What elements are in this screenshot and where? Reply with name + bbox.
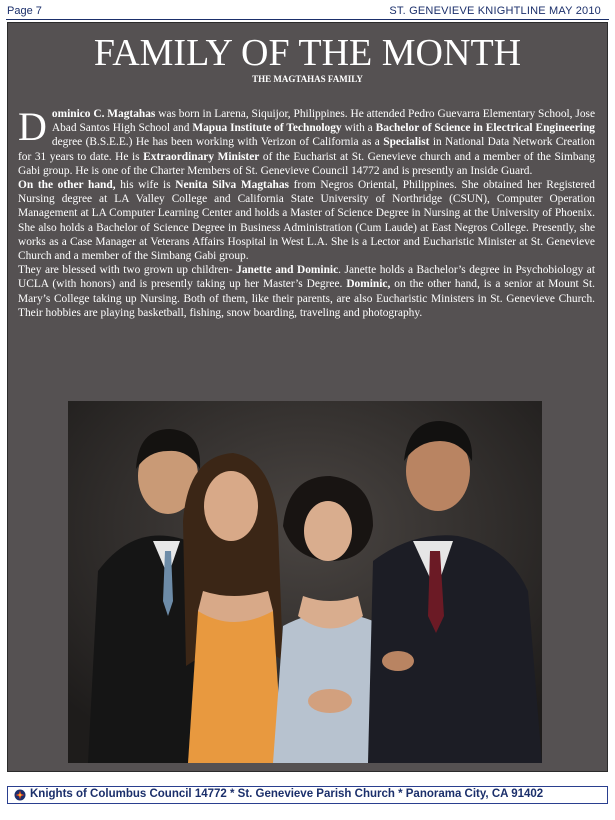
family-photo-illustration: [68, 401, 542, 763]
page-number: Page 7: [7, 5, 42, 17]
page-footer: [7, 786, 608, 804]
text-bold: Mapua Institute of Technology: [192, 122, 342, 135]
text-span: with a: [341, 122, 376, 135]
page-header: [0, 0, 615, 22]
knights-emblem-icon: [14, 789, 26, 801]
text-span: degree (B.S.E.E.) He has been working with Verizon of California as a: [51, 136, 384, 149]
header-divider: [6, 19, 609, 20]
paragraph-children: [18, 263, 595, 320]
drop-cap: D: [18, 104, 47, 149]
article-panel: [7, 22, 608, 772]
text-span: of the Eucharist at St. Genevieve church and a member of the Simbang Gabi group. He is one of the Charter Members of St. Genevieve Council 14772 and is presently an Inside Guard.: [18, 150, 595, 177]
text-span: his wife is: [115, 179, 176, 192]
name-dominico: ominico C. Magtahas: [51, 108, 156, 120]
text-span: They are blessed with two grown up children-: [18, 264, 237, 277]
article-subtitle: THE MAGTAHAS FAMILY: [252, 74, 363, 84]
text-bold: Extraordinary Minister: [143, 150, 260, 163]
text-span: in National Data Network Creation for 31 years to date. He is: [18, 136, 595, 163]
footer-text: Knights of Columbus Council 14772 * St. Genevieve Parish Church * Panorama City, CA 91402: [30, 788, 544, 800]
text-span: on the other hand, is a senior at Mount St. Mary’s College taking up Nursing. Both of them, like their parents, are also Eucharistic Ministers in St. Genevieve Church. Their hobbies are playing basketball, fishing, snow boarding, traveling and photography.: [18, 278, 595, 319]
article-body: [18, 104, 595, 320]
paragraph-nenita: [18, 178, 595, 263]
text-span: . Janette holds a Bachelor’s degree in Psychobiology at UCLA (with honors) and is presently taking up her Master’s Degree.: [18, 264, 595, 291]
newsletter-title: ST. GENEVIEVE KNIGHTLINE MAY 2010: [389, 5, 601, 17]
names-children: Janette and Dominic: [236, 264, 339, 277]
text-bold: Dominic,: [346, 278, 391, 291]
paragraph-dominico: [18, 104, 595, 178]
text-span: was born in Larena, Siquijor, Philippines. He attended Pedro Guevarra Elementary School, Jose Abad Santos High School and: [51, 108, 595, 135]
text-span: from Negros Oriental, Philippines. She obtained her Registered Nursing degree at LA Valley College and California State University of Northridge (CSUN), Computer Operation Management at LA Computer Learning Center and holds a Master of Science Degree in Nursing at the University of Phoenix. She also holds a Bachelor of Science Degree in Business Administration (Cum Laude) at East Negros College. Presently, she works as a Case Manager at Veterans Affairs Hospital in West L.A. She is a Lector and Eucharistic Minister at St. Genevieve Church and a member of the Simbang Gabi group.: [18, 179, 595, 263]
family-photo: [68, 401, 542, 763]
text-bold: On the other hand,: [18, 179, 116, 192]
article-title: FAMILY OF THE MONTH: [93, 32, 522, 74]
name-nenita: Nenita Silva Magtahas: [175, 179, 289, 192]
text-bold: Specialist: [383, 136, 430, 149]
text-bold: Bachelor of Science in Electrical Engineering: [375, 122, 595, 135]
